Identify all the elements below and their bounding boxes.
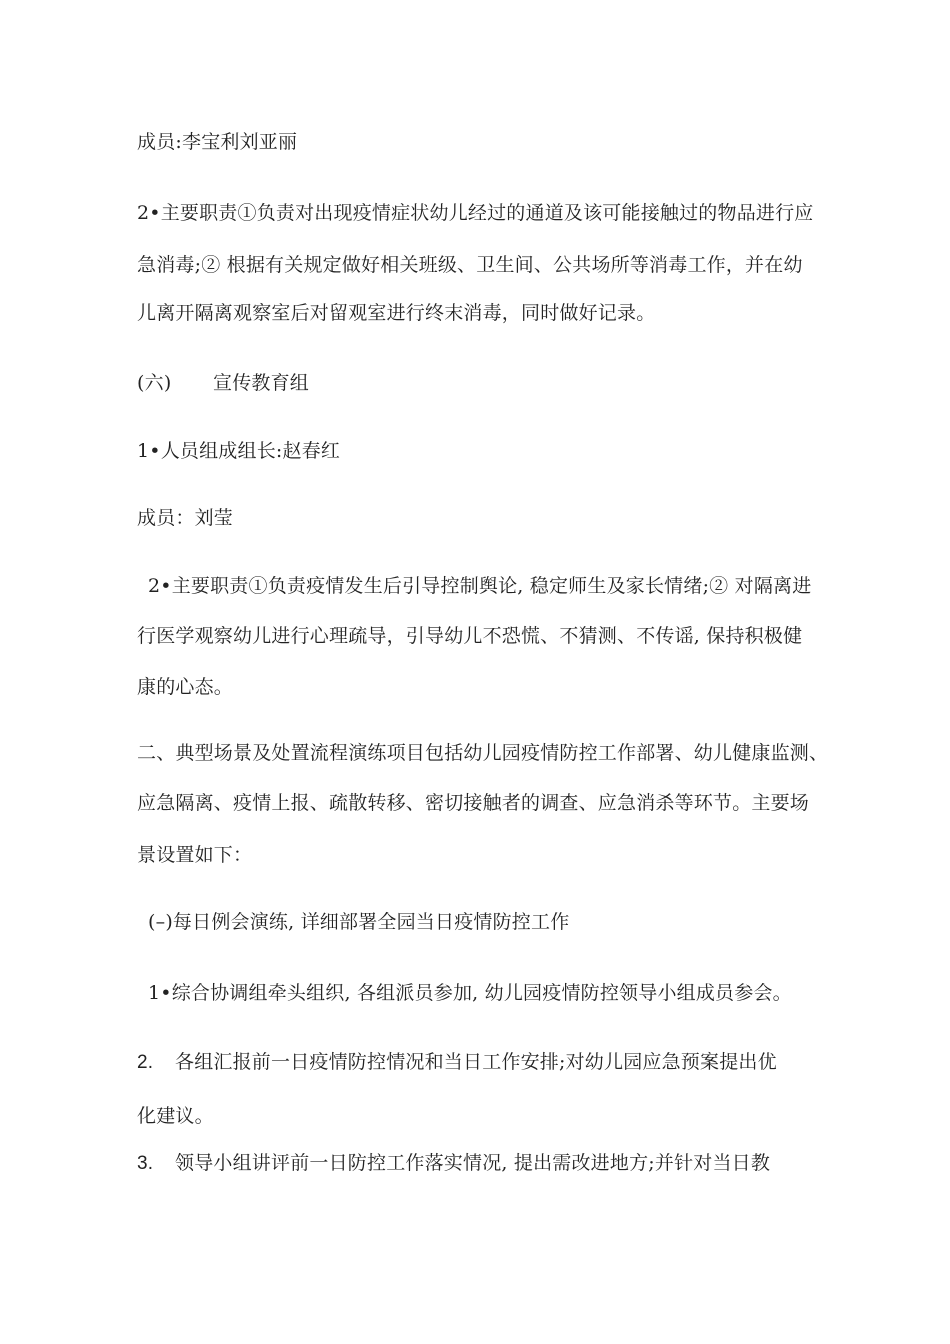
duties-line-2: 急消毒;② 根据有关规定做好相关班级、卫生间、公共场所等消毒工作，并在幼: [137, 254, 803, 276]
section-number: (六): [137, 372, 172, 394]
propaganda-duties-line-1: 2•主要职责①负责疫情发生后引导控制舆论, 稳定师生及家长情绪;② 对隔离进: [148, 575, 812, 597]
subsection-heading-daily-meeting: (–)每日例会演练, 详细部署全园当日疫情防控工作: [148, 911, 570, 933]
item-3-text: 领导小组讲评前一日防控工作落实情况, 提出需改进地方;并针对当日教: [175, 1152, 771, 1174]
item-3-line-1: [137, 1151, 770, 1176]
item-2-number: 2.: [137, 1052, 154, 1073]
scenario-intro-line-1: 二、典型场景及处置流程演练项目包括幼儿园疫情防控工作部署、幼儿健康监测、: [137, 742, 829, 764]
section-heading-propaganda: [137, 371, 309, 395]
item-2-line-1: [137, 1050, 777, 1075]
item-3-number: 3.: [137, 1153, 154, 1174]
item-1: 1•综合协调组牵头组织, 各组派员参加, 幼儿园疫情防控领导小组成员参会。: [148, 982, 792, 1004]
propaganda-duties-line-2: 行医学观察幼儿进行心理疏导，引导幼儿不恐慌、不猜测、不传谣, 保持积极健: [137, 625, 803, 647]
members-line-propaganda: 成员：刘莹: [137, 507, 234, 529]
section-title: 宣传教育组: [213, 372, 310, 394]
propaganda-duties-line-3: 康的心态。: [137, 676, 234, 698]
duties-line-1: 2•主要职责①负责对出现疫情症状幼儿经过的通道及该可能接触过的物品进行应: [137, 202, 814, 224]
personnel-line: 1•人员组成组长:赵春红: [137, 440, 341, 462]
item-2-line-2: 化建议。: [137, 1105, 214, 1127]
scenario-intro-line-2: 应急隔离、疫情上报、疏散转移、密切接触者的调查、应急消杀等环节。主要场: [137, 792, 810, 814]
item-2-text: 各组汇报前一日疫情防控情况和当日工作安排;对幼儿园应急预案提出优: [175, 1051, 777, 1073]
duties-line-3: 儿离开隔离观察室后对留观室进行终末消毒，同时做好记录。: [137, 302, 656, 324]
scenario-intro-line-3: 景设置如下：: [137, 844, 253, 866]
members-line-disinfection: 成员:李宝利刘亚丽: [137, 131, 298, 153]
